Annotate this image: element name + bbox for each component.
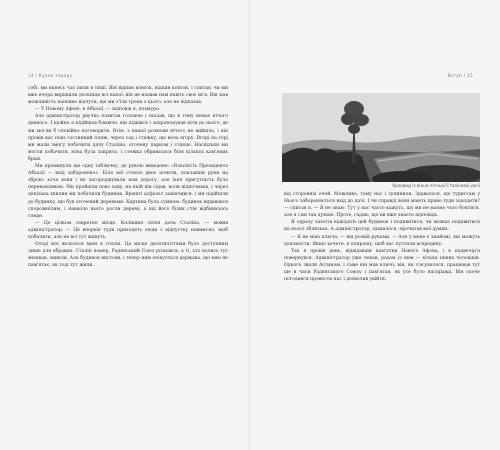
left-paragraph-4: Ми проминули ще одну табличку, де рукою виведене: «Власність Президента Абхазії — вхід заборонено». Біля неї стояло двоє агентів, поклавши руки на зброю: хоча вони і не загороджували нам дорогу, але їхня присутність була переконливою. Ми пройшли повз лаву, на якій він сідав, коли відпочивав, і через декілька хвилин ми побачили будинок. Врешті асфальт закінчився, і ми підійшли до будинку, що був оточений деревами. Картина була сумною: будинок видавався спорожнілим, і навколо нього росли дерева, а від його білих стін відбивалось сонце. — [28, 164, 228, 219]
left-paragraph-2: — У Новому Афоні, в Абхазії, — відповів я, похмуро. — [35, 107, 161, 113]
right-running-head: Вступ / 15 — [447, 73, 473, 78]
landscape-photo — [282, 93, 480, 182]
left-paragraph-1: собі: ми якнесь час пили в тиші. Він відпив ковток, відпив ковток, і спитав, чи ми вже вчора вирішили доскінця всі напої: він не назвав нам навіть своє ім'я. Він мав можливість напевно відчути, що ми з'їли трохи з цього, але не відказав. — [28, 86, 228, 106]
left-running-head: 14 / Кухня терору — [28, 73, 73, 78]
right-page — [250, 0, 500, 450]
left-paragraph-3: Але адміністратор рвучко похитав головою і сказав, що в тому немає нічого дивного. І щойно я підійшов ближче, він підвівся і запропонував піти до нього, де ми могли б спокійно поговорити. Втім, з нашої розмови нічого не вийшло, і він провів нас повз гостинний пляж, через сад і стежку, що вела вгору. Вгорі на горі ми мали змогу побачити дачу Сталіна, оточену парком і стіною. Наскільки ми могли побачити, вона була закрита, і стежка обривалася біля кількох кам'яних брам. — [28, 114, 228, 162]
left-page — [0, 0, 249, 450]
right-page-text — [284, 191, 480, 283]
right-paragraph-4: Так я провів день, відвідавши пам'ятки Нового Афона, і в надвечір'я повернувся. Адміністратор уже чекав, разом із ним — кілька інших чоловіків. Одного звали Асланом, і саме він мав ключі; він, як з'ясувалося, працював тут ще в часи Радянського Союзу і пам'ятав, як усе було насправді. Він охоче погодився провести нас і дозволив увійти. — [284, 248, 480, 283]
right-paragraph-1: від сторонніх очей. Можливо, тому нас і зупинили. Здавалося, що туристам у Нього забороняється вхід до дачі. І чи справді вони мають право туди заходити? — спитав я. — Я не знаю. Тут у нас часто кажуть, що ми не маємо чого боятися, але я сам так думаю. Проте, гадаю, що ви вже знаєте відповідь. — [284, 192, 480, 219]
photo-caption: Краєвид із вікна літньої Сталінової дачі — [392, 183, 480, 188]
left-paragraph-6: Отоді все вклалося мені в голові. Це місце десятиліттями було доступним лише для обраних. Сталін помер, Радянський Союз розпався, а ті, хто колись тут мешкав, зникли. Але будинок вистояв, і тепер ним опікується держава, що вже не пам'ятає, як тоді тут жили. — [28, 242, 228, 269]
left-page-text — [28, 85, 228, 269]
right-paragraph-2: Я одразу захотів відвідати цей будинок і подивитися, чи можна подивитися на нього зблизька. А адміністратор, здавалося, прочитав мої думки: — [284, 220, 480, 233]
left-paragraph-5: — Це цілком секретне місце. Колишня літня дача Сталіна, — мовив адміністратор. — Це вперше туди приходять люди з відпустку навмисно, щоб побачити, але не всі тут живуть. — [28, 220, 228, 240]
right-paragraph-3: — Я не маю ключа, — він розвів руками. — Але у мене є знайомі, які можуть допомогти. Якщо хочете, я попрошу, щоб вас пустили всередину. — [284, 234, 480, 247]
photo-drawing — [282, 93, 480, 182]
